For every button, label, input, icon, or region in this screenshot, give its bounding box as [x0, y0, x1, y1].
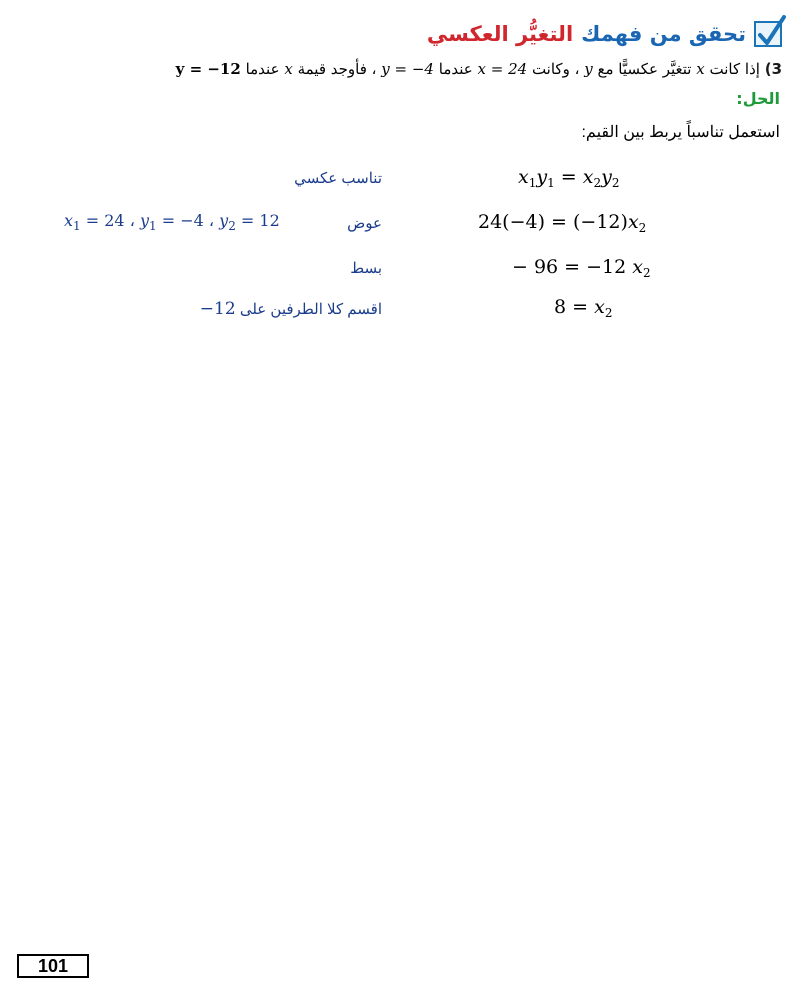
- step-4-divisor: −12: [199, 299, 236, 319]
- problem-text-2: تتغيَّر عكسيًّا مع: [597, 60, 692, 78]
- given-y2: y = −12: [175, 60, 241, 78]
- problem-statement: [12, 60, 782, 78]
- intro-text: استعمل تناسباً يربط بين القيم:: [581, 124, 780, 141]
- step-2-substitution-note: $x_1 = 24$ ، $y_1 = -4$ ، $y_2 = 12$: [64, 211, 280, 233]
- problem-text-3: ، وكانت: [531, 60, 580, 78]
- check-understanding-title: تحقق من فهمك: [581, 22, 746, 46]
- page-number: 101: [17, 954, 89, 978]
- step-4-text: اقسم كلا الطرفين على: [239, 301, 382, 318]
- problem-text-5: ، فأوجد قيمة: [297, 60, 377, 78]
- var-y: y: [584, 60, 593, 78]
- solution-label: الحل:: [736, 89, 780, 108]
- equation-2: $24(-4) = (-12)x_2$: [478, 211, 647, 235]
- step-4-desc: [200, 299, 382, 319]
- problem-number: 3): [764, 60, 782, 78]
- given-x: x = 24: [477, 60, 528, 78]
- equation-2-lhs: 24(−4) = (−12): [478, 211, 628, 233]
- equation-3-lhs: − 96 = −12: [512, 256, 627, 278]
- equation-1: $x_1y_1 = x_2y_2$: [518, 166, 620, 190]
- checkmark-icon: [754, 21, 782, 47]
- step-3-desc: بسط: [350, 260, 382, 277]
- equation-4: $8 = x_2$: [554, 296, 613, 320]
- section-header: [427, 14, 782, 54]
- topic-title: التغيُّر العكسي: [426, 22, 574, 46]
- step-2-desc: عوض: [347, 215, 382, 232]
- equation-4-lhs: 8 =: [554, 296, 595, 318]
- var-x-2: x: [284, 60, 293, 78]
- given-y: y = −4: [381, 60, 434, 78]
- var-x: x: [696, 60, 705, 78]
- problem-text-6: عندما: [245, 60, 280, 78]
- problem-text-1: إذا كانت: [709, 60, 760, 78]
- step-1-desc: تناسب عكسي: [294, 170, 382, 187]
- problem-text-4: عندما: [438, 60, 473, 78]
- equation-3: − 96 = −12 $x_2$: [512, 256, 651, 280]
